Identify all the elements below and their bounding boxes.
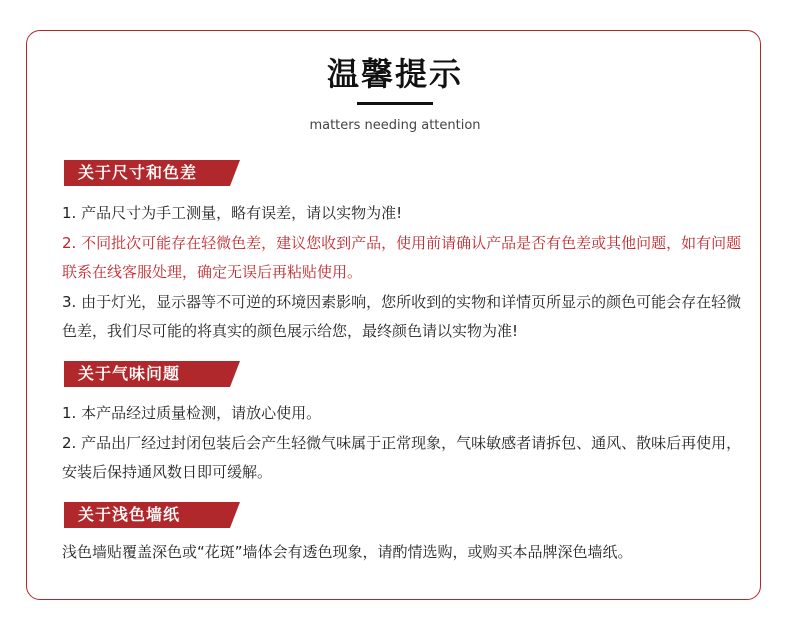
list-item-highlighted: 2. 不同批次可能存在轻微色差，建议您收到产品，使用前请确认产品是否有色差或其他问题，如有问题联系在线客服处理，确定无误后再粘贴使用。 [62,233,742,281]
section-heading-size-color: 关于尺寸和色差 [64,160,230,186]
page-subtitle: matters needing attention [309,118,481,133]
page-title: 温馨提示 [326,55,463,93]
section-heading-odor: 关于气味问题 [64,361,230,387]
list-item: 浅色墙贴覆盖深色或“花斑”墙体会有透色现象，请酌情选购，或购买本品牌深色墙纸。 [62,543,633,561]
list-item: 1. 产品尺寸为手工测量，略有误差，请以实物为准! [62,204,403,222]
section-body-odor [62,399,742,488]
section-heading-light-wallpaper: 关于浅色墙纸 [64,502,230,528]
section-body-light-wallpaper [62,538,742,568]
list-item: 2. 产品出厂经过封闭包装后会产生轻微气味属于正常现象，气味敏感者请拆包、通风、散味后再使用，安装后保持通风数日即可缓解。 [62,433,742,481]
list-item: 1. 本产品经过质量检测，请放心使用。 [62,404,322,422]
title-underline [357,102,433,105]
list-item: 3. 由于灯光，显示器等不可逆的环境因素影响，您所收到的实物和详情页所显示的颜色可能会存在轻微色差，我们尽可能的将真实的颜色展示给您，最终颜色请以实物为准! [62,292,742,340]
section-body-size-color [62,199,742,347]
